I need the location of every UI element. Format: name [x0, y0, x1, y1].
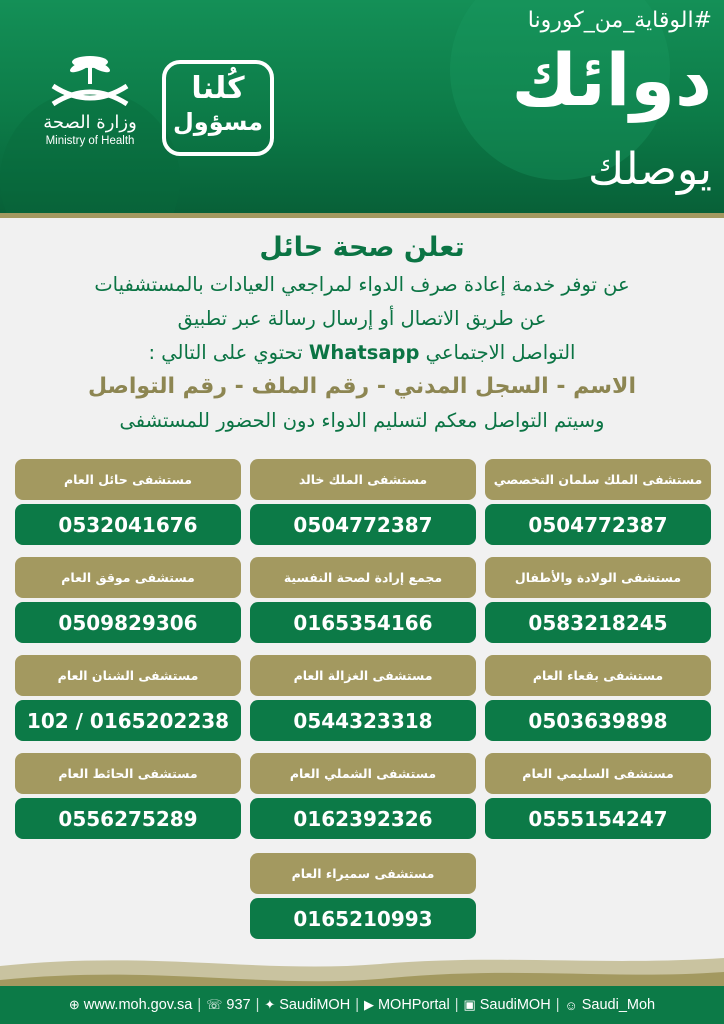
hospital-phone[interactable]: 0555154247 — [485, 798, 711, 839]
hospital-card — [485, 655, 711, 741]
footer-snapchat[interactable] — [559, 997, 660, 1013]
hospital-name: مجمع إرادة لصحة النفسية — [250, 557, 476, 598]
hospital-card — [15, 557, 241, 643]
hospital-phone[interactable]: 0544323318 — [250, 700, 476, 741]
whatsapp-label: Whatsapp — [308, 341, 420, 364]
footer-bar — [0, 986, 724, 1024]
footer-divider: | — [255, 997, 260, 1013]
footer-twitter[interactable] — [259, 997, 355, 1013]
footer-phone-text: 937 — [226, 997, 251, 1013]
hospital-card — [250, 557, 476, 643]
hashtag: #الوقاية_من_كورونا — [527, 8, 712, 33]
hospital-card — [250, 853, 476, 939]
hospital-name: مستشفى سميراء العام — [250, 853, 476, 894]
ministry-name-english: Ministry of Health — [45, 135, 135, 147]
ministry-name-arabic: وزارة الصحة — [43, 112, 137, 133]
footer-facebook[interactable] — [458, 997, 555, 1013]
footer-youtube[interactable] — [359, 997, 455, 1013]
ministry-logo — [30, 52, 150, 147]
hospital-name: مستشفى الولادة والأطفال — [485, 557, 711, 598]
footer-divider: | — [454, 997, 459, 1013]
hospital-phone[interactable]: 0503639898 — [485, 700, 711, 741]
footer-twitter-text: SaudiMOH — [279, 997, 351, 1013]
required-fields: الاسم - السجل المدني - رقم الملف - رقم التواصل — [88, 374, 636, 399]
hospital-name: مستشفى الملك سلمان التخصصي — [485, 459, 711, 500]
announcement-line-5: وسيتم التواصل معكم لتسليم الدواء دون الحضور للمستشفى — [119, 409, 605, 432]
hospital-phone[interactable]: 0583218245 — [485, 602, 711, 643]
hospital-phone[interactable]: 0504772387 — [250, 504, 476, 545]
hospital-card — [15, 459, 241, 545]
announcement-line-2: عن طريق الاتصال أو إرسال رسالة عبر تطبيق — [177, 307, 547, 330]
footer-phone[interactable] — [201, 997, 255, 1013]
phone-icon: ☏ — [206, 997, 223, 1012]
announcement-line-3-prefix: التواصل الاجتماعي — [425, 341, 576, 364]
footer-facebook-text: SaudiMOH — [479, 997, 551, 1013]
announcement-title: تعلن صحة حائل — [259, 232, 465, 263]
footer-website-text: www.moh.gov.sa — [83, 997, 193, 1013]
hospital-name: مستشفى الملك خالد — [250, 459, 476, 500]
footer-snapchat-text: Saudi_Moh — [581, 997, 656, 1013]
hospital-name: مستشفى الشنان العام — [15, 655, 241, 696]
hospital-card — [15, 655, 241, 741]
footer-divider: | — [355, 997, 359, 1013]
announcement-line-1: عن توفر خدمة إعادة صرف الدواء لمراجعي العيادات بالمستشفيات — [94, 273, 630, 296]
hospital-name: مستشفى موقق العام — [15, 557, 241, 598]
hospital-card — [15, 753, 241, 839]
headline: دوائك — [511, 38, 712, 122]
announcement — [30, 228, 694, 438]
hospital-name: مستشفى السليمي العام — [485, 753, 711, 794]
hospital-card — [250, 655, 476, 741]
hospital-card — [250, 459, 476, 545]
hospital-phone[interactable]: 0504772387 — [485, 504, 711, 545]
snapchat-icon: ☺ — [564, 997, 578, 1013]
hospital-phone[interactable]: 0165210993 — [250, 898, 476, 939]
header-gold-strip — [0, 213, 724, 218]
hospital-phone[interactable]: 0532041676 — [15, 504, 241, 545]
hospital-card — [485, 557, 711, 643]
globe-icon: ⊕ — [68, 997, 80, 1012]
palm-swords-icon — [45, 52, 135, 110]
announcement-line-3-suffix: تحتوي على التالي : — [148, 341, 303, 364]
hospital-name: مستشفى بقعاء العام — [485, 655, 711, 696]
hospital-name: مستشفى حائل العام — [15, 459, 241, 500]
hospital-phone[interactable]: 0556275289 — [15, 798, 241, 839]
hospital-phone[interactable]: 0162392326 — [250, 798, 476, 839]
youtube-icon: ▶ — [363, 997, 374, 1012]
hospital-name: مستشفى الحائط العام — [15, 753, 241, 794]
kullona-masool-logo — [162, 60, 274, 156]
hospital-card — [485, 459, 711, 545]
twitter-icon: ✦ — [264, 997, 276, 1012]
hospital-phone[interactable]: 0509829306 — [15, 602, 241, 643]
hospital-name: مستشفى الغزالة العام — [250, 655, 476, 696]
footer-divider: | — [555, 997, 560, 1013]
subheadline: يوصلك — [588, 144, 712, 195]
campaign-logo-line1: كُلنا — [191, 71, 245, 106]
facebook-icon: ▣ — [463, 997, 476, 1012]
hospital-card — [485, 753, 711, 839]
hospital-phone[interactable]: 0165354166 — [250, 602, 476, 643]
announcement-line-3 — [30, 336, 694, 370]
hospital-phone[interactable]: 102 / 0165202238 — [15, 700, 241, 741]
footer-website[interactable] — [64, 997, 197, 1013]
footer-youtube-text: MOHPortal — [377, 997, 450, 1013]
campaign-logo-line2: مسؤول — [172, 108, 264, 136]
hospital-card — [250, 753, 476, 839]
footer-divider: | — [197, 997, 202, 1013]
hospital-name: مستشفى الشملي العام — [250, 753, 476, 794]
header-banner — [0, 0, 724, 218]
